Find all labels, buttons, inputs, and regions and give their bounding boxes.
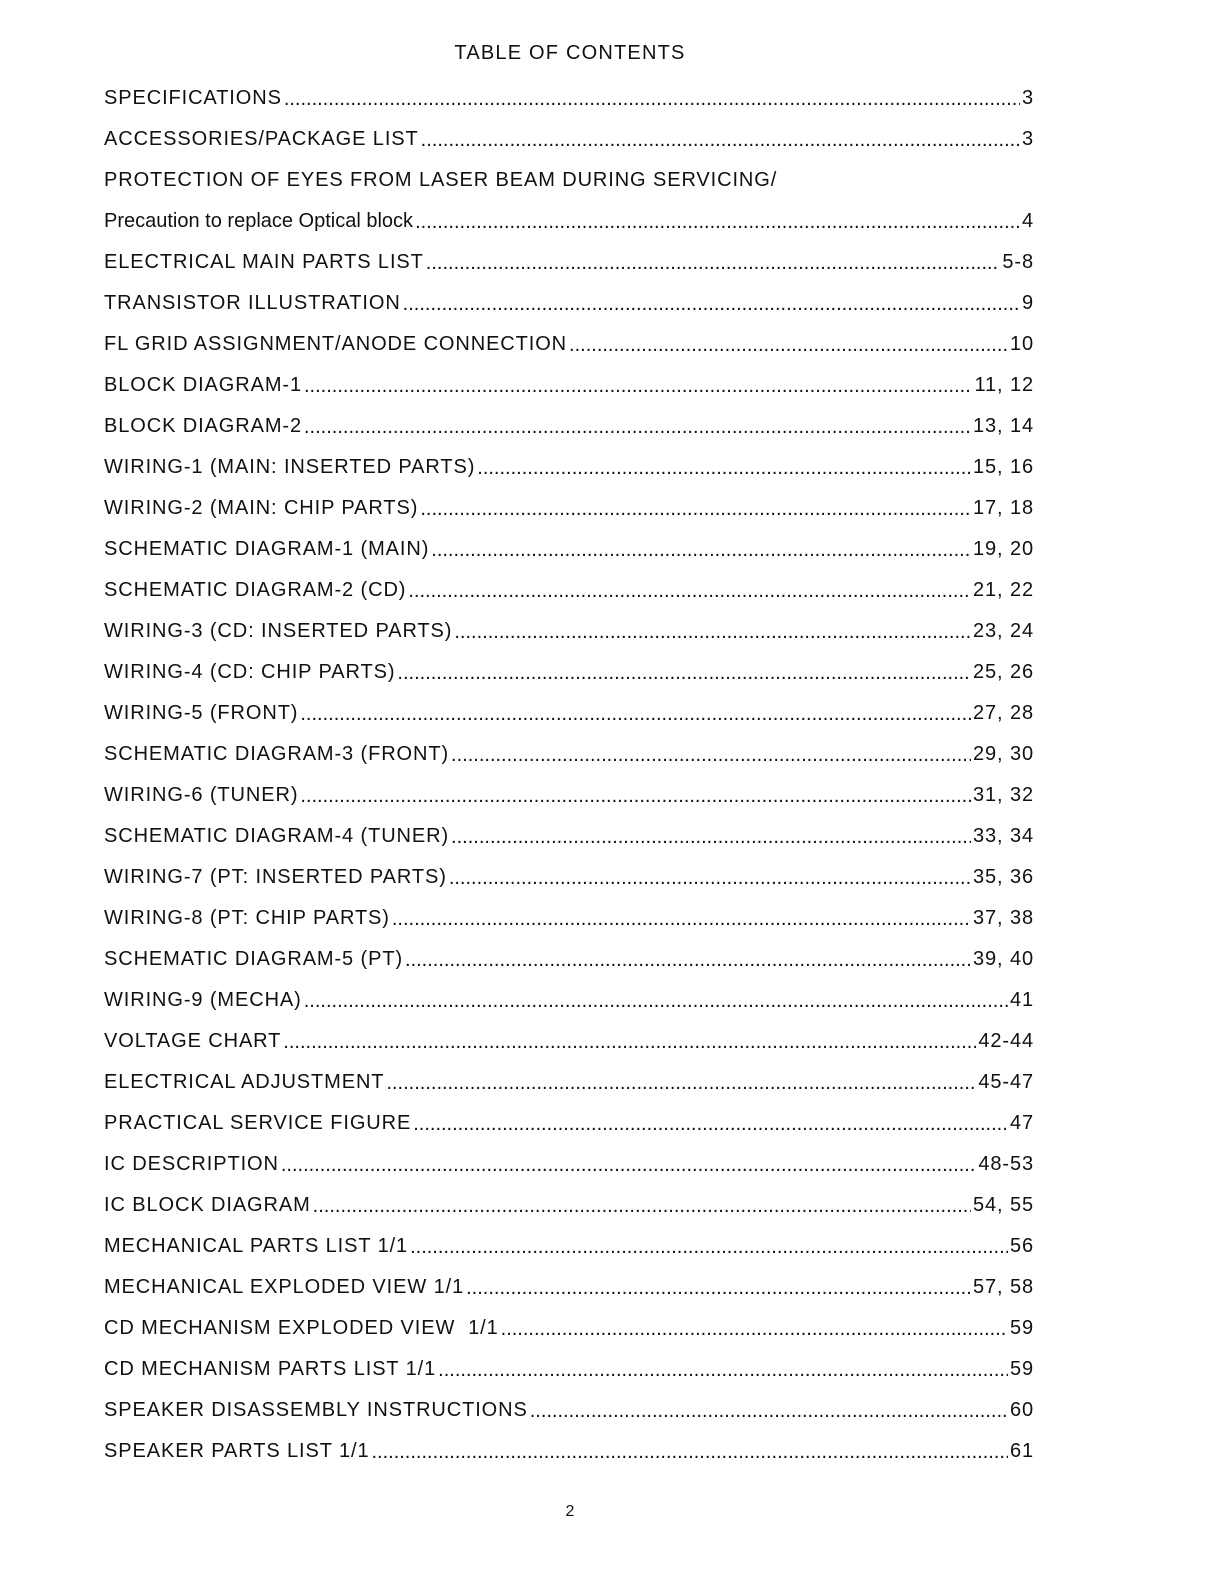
toc-entry-label: IC BLOCK DIAGRAM	[104, 1194, 311, 1216]
toc-entry-label: WIRING-7 (PT: INSERTED PARTS)	[104, 866, 447, 888]
toc-entry-page: 29, 30	[972, 743, 1034, 765]
toc-entry[interactable]	[104, 1431, 1034, 1472]
dot-leader	[454, 621, 971, 644]
toc-entry-page: 59	[1009, 1358, 1034, 1380]
toc-entry-label: CD MECHANISM EXPLODED VIEW 1/1	[104, 1317, 499, 1339]
toc-entry-label: SCHEMATIC DIAGRAM-5 (PT)	[104, 948, 404, 970]
toc-entry-page: 41	[1009, 989, 1034, 1011]
dot-leader	[421, 129, 1020, 152]
toc-list	[104, 78, 1034, 1472]
toc-entry-label: SCHEMATIC DIAGRAM-1 (MAIN)	[104, 538, 430, 560]
dot-leader	[371, 1441, 1007, 1464]
toc-entry[interactable]	[104, 1185, 1034, 1226]
toc-entry-page: 31, 32	[972, 784, 1034, 806]
dot-leader	[451, 744, 971, 767]
dot-leader	[284, 88, 1020, 111]
toc-entry-label: FL GRID ASSIGNMENT/ANODE CONNECTION	[104, 333, 568, 355]
toc-entry[interactable]	[104, 119, 1034, 160]
toc-entry-page: 61	[1009, 1440, 1034, 1462]
toc-entry-label: WIRING-8 (PT: CHIP PARTS)	[104, 907, 390, 929]
dot-leader	[410, 1236, 1008, 1259]
toc-entry-label: BLOCK DIAGRAM-1	[104, 374, 302, 396]
toc-entry-page: 9	[1021, 292, 1034, 314]
page-title: TABLE OF CONTENTS	[454, 42, 686, 64]
toc-entry[interactable]	[104, 406, 1034, 447]
toc-entry-page: 11, 12	[974, 374, 1034, 396]
toc-entry-label: SCHEMATIC DIAGRAM-3 (FRONT)	[104, 743, 450, 765]
toc-entry-page: 48-53	[978, 1153, 1034, 1175]
dot-leader	[304, 416, 971, 439]
toc-entry[interactable]	[104, 857, 1034, 898]
dot-leader	[392, 908, 971, 931]
toc-entry-label: SCHEMATIC DIAGRAM-4 (TUNER)	[104, 825, 450, 847]
toc-entry-label: BLOCK DIAGRAM-2	[104, 415, 302, 437]
dot-leader	[313, 1195, 971, 1218]
toc-entry[interactable]	[104, 324, 1034, 365]
toc-entry-page: 10	[1009, 333, 1034, 355]
toc-entry-page: 4	[1021, 210, 1034, 232]
toc-entry-page: 56	[1009, 1235, 1034, 1257]
toc-entry[interactable]	[104, 1349, 1034, 1390]
dot-leader	[397, 662, 971, 685]
dot-leader	[413, 1113, 1008, 1136]
toc-entry-page: 57, 58	[972, 1276, 1034, 1298]
toc-entry[interactable]	[104, 775, 1034, 816]
toc-entry-page: 5-8	[1002, 251, 1034, 273]
toc-entry-page: 15, 16	[972, 456, 1034, 478]
dot-leader	[403, 293, 1020, 316]
dot-leader	[438, 1359, 1008, 1382]
toc-entry-label: WIRING-4 (CD: CHIP PARTS)	[104, 661, 396, 683]
toc-entry-label: TRANSISTOR ILLUSTRATION	[104, 292, 401, 314]
dot-leader	[477, 457, 971, 480]
toc-entry-page: 42-44	[978, 1030, 1034, 1052]
toc-entry-label: WIRING-5 (FRONT)	[104, 702, 299, 724]
dot-leader	[569, 334, 1008, 357]
toc-entry-label: WIRING-3 (CD: INSERTED PARTS)	[104, 620, 453, 642]
toc-entry[interactable]	[104, 242, 1034, 283]
dot-leader	[451, 826, 971, 849]
toc-entry-label: MECHANICAL EXPLODED VIEW 1/1	[104, 1276, 465, 1298]
dot-leader	[530, 1400, 1008, 1423]
toc-entry-page: 3	[1021, 87, 1034, 109]
toc-entry[interactable]	[104, 1267, 1034, 1308]
toc-entry[interactable]	[104, 734, 1034, 775]
toc-entry-page: 59	[1009, 1317, 1034, 1339]
toc-entry-label: SPEAKER DISASSEMBLY INSTRUCTIONS	[104, 1399, 528, 1421]
dot-leader	[300, 785, 971, 808]
toc-entry-label: IC DESCRIPTION	[104, 1153, 279, 1175]
toc-entry-label: VOLTAGE CHART	[104, 1030, 282, 1052]
toc-section-heading	[104, 160, 1034, 201]
dot-leader	[431, 539, 971, 562]
toc-entry[interactable]	[104, 980, 1034, 1021]
toc-entry[interactable]	[104, 201, 1034, 242]
toc-heading-label: PROTECTION OF EYES FROM LASER BEAM DURING SERVICING/	[104, 169, 778, 191]
toc-entry-page: 39, 40	[972, 948, 1034, 970]
toc-entry-label: WIRING-9 (MECHA)	[104, 989, 302, 1011]
toc-entry-label: WIRING-1 (MAIN: INSERTED PARTS)	[104, 456, 476, 478]
dot-leader	[501, 1318, 1008, 1341]
dot-leader	[283, 1031, 976, 1054]
dot-leader	[466, 1277, 971, 1300]
dot-leader	[420, 498, 971, 521]
toc-entry-page: 35, 36	[972, 866, 1034, 888]
toc-entry[interactable]	[104, 1308, 1034, 1349]
toc-entry[interactable]	[104, 652, 1034, 693]
toc-entry-label: Precaution to replace Optical block	[104, 210, 414, 232]
toc-entry[interactable]	[104, 816, 1034, 857]
toc-entry-page: 60	[1009, 1399, 1034, 1421]
toc-entry-label: ELECTRICAL MAIN PARTS LIST	[104, 251, 424, 273]
toc-entry-label: SPECIFICATIONS	[104, 87, 282, 109]
toc-entry[interactable]	[104, 898, 1034, 939]
toc-entry[interactable]	[104, 693, 1034, 734]
toc-entry[interactable]	[104, 283, 1034, 324]
toc-entry-page: 47	[1009, 1112, 1034, 1134]
toc-entry[interactable]	[104, 1062, 1034, 1103]
dot-leader	[449, 867, 971, 890]
toc-entry-page: 19, 20	[972, 538, 1034, 560]
toc-entry[interactable]	[104, 365, 1034, 406]
toc-entry[interactable]	[104, 1021, 1034, 1062]
toc-entry-page: 27, 28	[972, 702, 1034, 724]
toc-entry-page: 45-47	[978, 1071, 1034, 1093]
dot-leader	[415, 211, 1020, 234]
dot-leader	[386, 1072, 976, 1095]
dot-leader	[408, 580, 971, 603]
toc-entry-label: ACCESSORIES/PACKAGE LIST	[104, 128, 419, 150]
toc-entry-page: 17, 18	[972, 497, 1034, 519]
toc-entry-label: ELECTRICAL ADJUSTMENT	[104, 1071, 385, 1093]
toc-entry[interactable]	[104, 78, 1034, 119]
toc-entry-page: 25, 26	[972, 661, 1034, 683]
dot-leader	[426, 252, 1001, 275]
toc-entry-label: SPEAKER PARTS LIST 1/1	[104, 1440, 370, 1462]
toc-entry-page: 21, 22	[972, 579, 1034, 601]
page-number: 2	[565, 1503, 575, 1520]
toc-entry-label: MECHANICAL PARTS LIST 1/1	[104, 1235, 409, 1257]
toc-entry-label: PRACTICAL SERVICE FIGURE	[104, 1112, 412, 1134]
toc-entry[interactable]	[104, 529, 1034, 570]
toc-entry[interactable]	[104, 1103, 1034, 1144]
toc-entry-label: WIRING-2 (MAIN: CHIP PARTS)	[104, 497, 419, 519]
toc-entry[interactable]	[104, 1226, 1034, 1267]
toc-entry[interactable]	[104, 939, 1034, 980]
toc-entry-label: WIRING-6 (TUNER)	[104, 784, 299, 806]
toc-entry[interactable]	[104, 488, 1034, 529]
toc-entry[interactable]	[104, 447, 1034, 488]
toc-entry-label: SCHEMATIC DIAGRAM-2 (CD)	[104, 579, 407, 601]
toc-entry-page: 3	[1021, 128, 1034, 150]
toc-entry[interactable]	[104, 1144, 1034, 1185]
toc-entry-page: 33, 34	[972, 825, 1034, 847]
toc-entry-page: 54, 55	[972, 1194, 1034, 1216]
toc-entry-page: 23, 24	[972, 620, 1034, 642]
toc-entry-label: CD MECHANISM PARTS LIST 1/1	[104, 1358, 437, 1380]
toc-entry[interactable]	[104, 570, 1034, 611]
dot-leader	[281, 1154, 977, 1177]
toc-entry[interactable]	[104, 611, 1034, 652]
toc-entry-page: 37, 38	[972, 907, 1034, 929]
dot-leader	[304, 990, 1008, 1013]
toc-entry[interactable]	[104, 1390, 1034, 1431]
dot-leader	[405, 949, 971, 972]
dot-leader	[300, 703, 971, 726]
toc-entry-page: 13, 14	[972, 415, 1034, 437]
dot-leader	[304, 375, 972, 398]
